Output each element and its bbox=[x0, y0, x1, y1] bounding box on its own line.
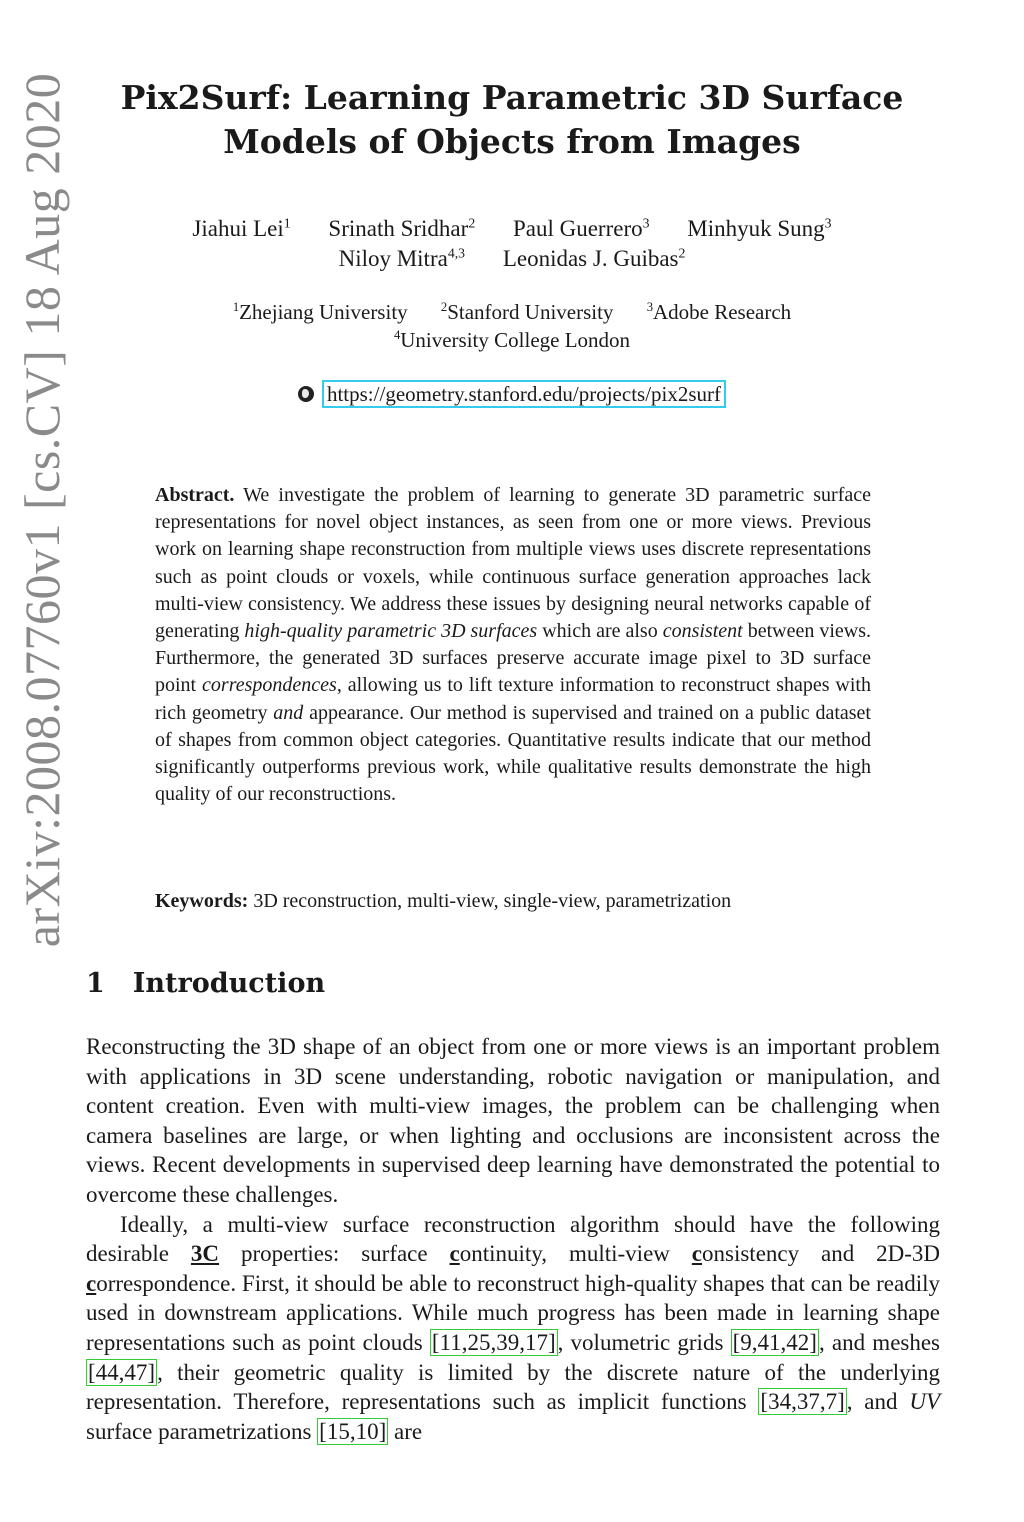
author-list bbox=[120, 214, 904, 274]
affiliation-list bbox=[120, 298, 904, 354]
intro-body bbox=[86, 1032, 940, 1446]
intro-paragraph-1: Reconstructing the 3D shape of an object from one or more views is an important problem with applications in 3D scene understanding, robotic navigation or manipulation, and content creation. Even with multi-view images, the problem can be challenging when camera baselines are large, or when lighting and occlusions are inconsistent across the views. Recent developments in supervised deep learning have demonstrated the potential to overcome these challenges. bbox=[86, 1034, 940, 1207]
citation-link[interactable]: [11,25,39,17] bbox=[431, 1329, 556, 1355]
section-number: 1 bbox=[86, 968, 105, 999]
author: Leonidas J. Guibas$^2$ bbox=[502, 245, 686, 271]
author: Minhyuk Sung$^3$ bbox=[687, 215, 832, 241]
affiliation: $^2$Stanford University bbox=[440, 300, 614, 324]
affiliation: $^1$Zhejiang University bbox=[232, 300, 408, 324]
author: Niloy Mitra$^{4,3}$ bbox=[338, 245, 466, 271]
author: Jiahui Lei$^1$ bbox=[192, 215, 291, 241]
author: Srinath Sridhar$^2$ bbox=[328, 215, 476, 241]
abstract: Abstract. We investigate the problem of learning to generate 3D parametric surface representations for novel object instances, as seen from one or more views. Previous work on learning shape reconstruction from multiple views uses discrete representations such as point clouds or voxels, while continuous surface generation approaches lack multi-view consistency. We address these issues by designing neural networks capable of generating high-quality parametric 3D surfaces which are also consistent between views. Furthermore, the generated 3D surfaces preserve accurate image pixel to 3D surface point correspondences, allowing us to lift texture information to reconstruct shapes with rich geometry and appearance. Our method is supervised and trained on a public dataset of shapes from common object categories. Quantitative results indicate that our method significantly outperforms previous work, while qualitative results demonstrate the high quality of our reconstructions. bbox=[155, 484, 872, 806]
citation-link[interactable]: [15,10] bbox=[319, 1418, 387, 1444]
title-line-1: Pix2Surf: Learning Parametric 3D Surface bbox=[120, 78, 904, 117]
title-line-2: Models of Objects from Images bbox=[223, 122, 801, 161]
globe-icon bbox=[298, 386, 314, 402]
keywords: Keywords: 3D reconstruction, multi-view, single-view, parametrization bbox=[155, 890, 732, 912]
section-title: Introduction bbox=[132, 968, 326, 999]
affiliation: $^4$University College London bbox=[393, 328, 631, 352]
section-heading bbox=[86, 964, 325, 1004]
project-link-row bbox=[120, 380, 904, 408]
affiliation: $^3$Adobe Research bbox=[646, 300, 792, 324]
citation-link[interactable]: [44,47] bbox=[88, 1359, 156, 1385]
citation-link[interactable]: [9,41,42] bbox=[732, 1329, 817, 1355]
intro-paragraph-2: Ideally, a multi-view surface reconstruction algorithm should have the following desirable 3C properties: surface continuity, multi-view consistency and 2D-3D correspondence. First, it should be able to reconstruct high-quality shapes that can be readily used in downstream applications. While much progress has been made in learning shape representations such as point clouds [11,25,39,17], volumetric grids [9,41,42], and meshes [44,47], their geometric quality is limited by the discrete nature of the underlying representation. Therefore, representations such as implicit functions [34,37,7], and UV surface parametrizations [15,10] are bbox=[86, 1211, 941, 1444]
citation-link[interactable]: [34,37,7] bbox=[760, 1389, 845, 1415]
arxiv-stamp: arXiv:2008.07760v1 [cs.CV] 18 Aug 2020 bbox=[14, 72, 70, 948]
abstract-label: Abstract. bbox=[155, 484, 235, 506]
paper-title bbox=[120, 76, 904, 164]
keywords-label: Keywords: bbox=[155, 890, 249, 912]
author: Paul Guerrero$^3$ bbox=[512, 215, 650, 241]
project-url-link[interactable]: https://geometry.stanford.edu/projects/pix2surf bbox=[322, 380, 726, 408]
